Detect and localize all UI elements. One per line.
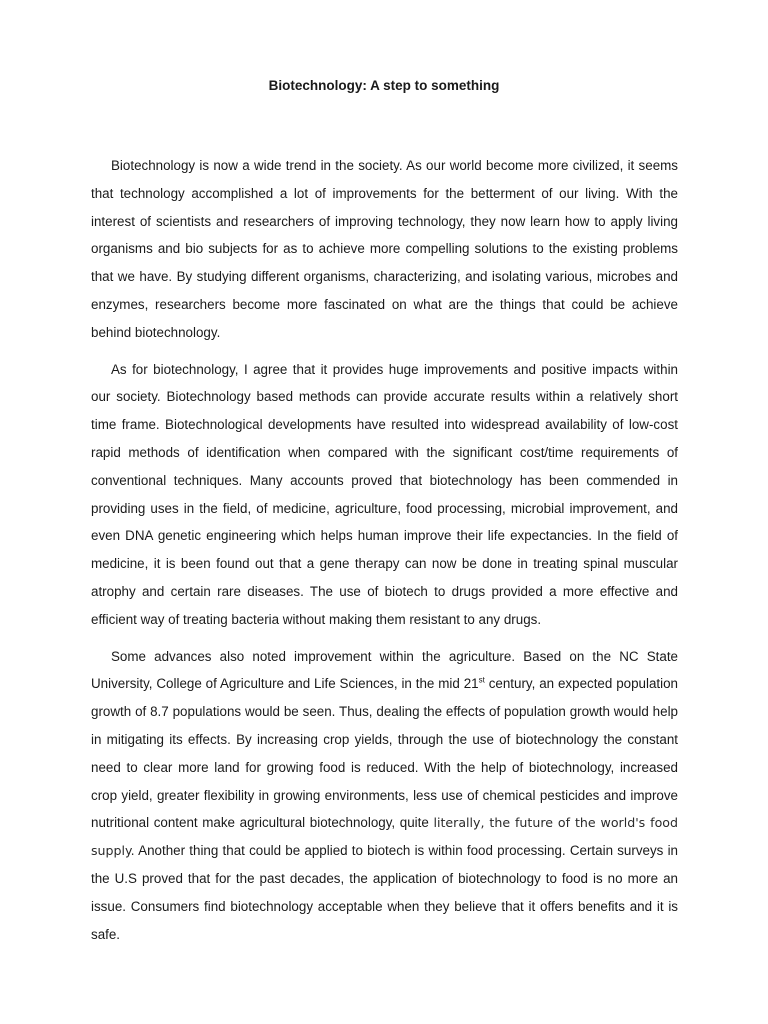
paragraph-agriculture-text-a: Some advances also noted improvement within the agriculture. Based on the NC State University, College of Agriculture and Life Sciences, in the mid 21 xyxy=(91,648,678,692)
paragraph-impacts: As for biotechnology, I agree that it provides huge improvements and positive impacts within our society. Biotechnology based methods can provide accurate results within a relatively short time frame. Biotechnological developments have resulted into widespread availability of low-cost rapid methods of identification when compared with the significant cost/time requirements of conventional techniques. Many accounts proved that biotechnology has been commended in providing uses in the field, of medicine, agriculture, food processing, microbial improvement, and even DNA genetic engineering which helps human improve their life expectancies. In the field of medicine, it is been found out that a gene therapy can now be done in treating spinal muscular atrophy and certain rare diseases. The use of biotech to drugs provided a more effective and efficient way of treating bacteria without making them resistant to any drugs. xyxy=(91,361,678,627)
paragraph-agriculture xyxy=(91,643,678,949)
ordinal-superscript: st xyxy=(478,675,485,685)
paragraph-agriculture-text-c: Another thing that could be applied to biotech is within food processing. Certain surveys in the U.S proved that for the past decades, the application of biotechnology to food is no more an issue. Consumers find biotechnology acceptable when they believe that it offers benefits and it is safe. xyxy=(91,843,678,942)
document-body xyxy=(91,152,678,948)
document-title: Biotechnology: A step to something xyxy=(268,78,500,93)
quoted-phrase: literally, the future of the world's food supply. xyxy=(91,815,678,859)
paragraph-agriculture-text-b: century, an expected population growth of 8.7 populations would be seen. Thus, dealing the effects of population growth would help in mitigating its effects. By increasing crop yields, through the use of biotechnology the constant need to clear more land for growing food is reduced. With the help of biotechnology, increased crop yield, greater flexibility in growing environments, less use of chemical pesticides and improve nutritional content make agricultural biotechnology, quite xyxy=(91,676,679,831)
paragraph-intro: Biotechnology is now a wide trend in the society. As our world become more civilized, it seems that technology accomplished a lot of improvements for the betterment of our living. With the interest of scientists and researchers of improving technology, they now learn how to apply living organisms and bio subjects for as to achieve more compelling solutions to the existing problems that we have. By studying different organisms, characterizing, and isolating various, microbes and enzymes, researchers become more fascinated on what are the things that could be achieve behind biotechnology. xyxy=(91,158,678,340)
